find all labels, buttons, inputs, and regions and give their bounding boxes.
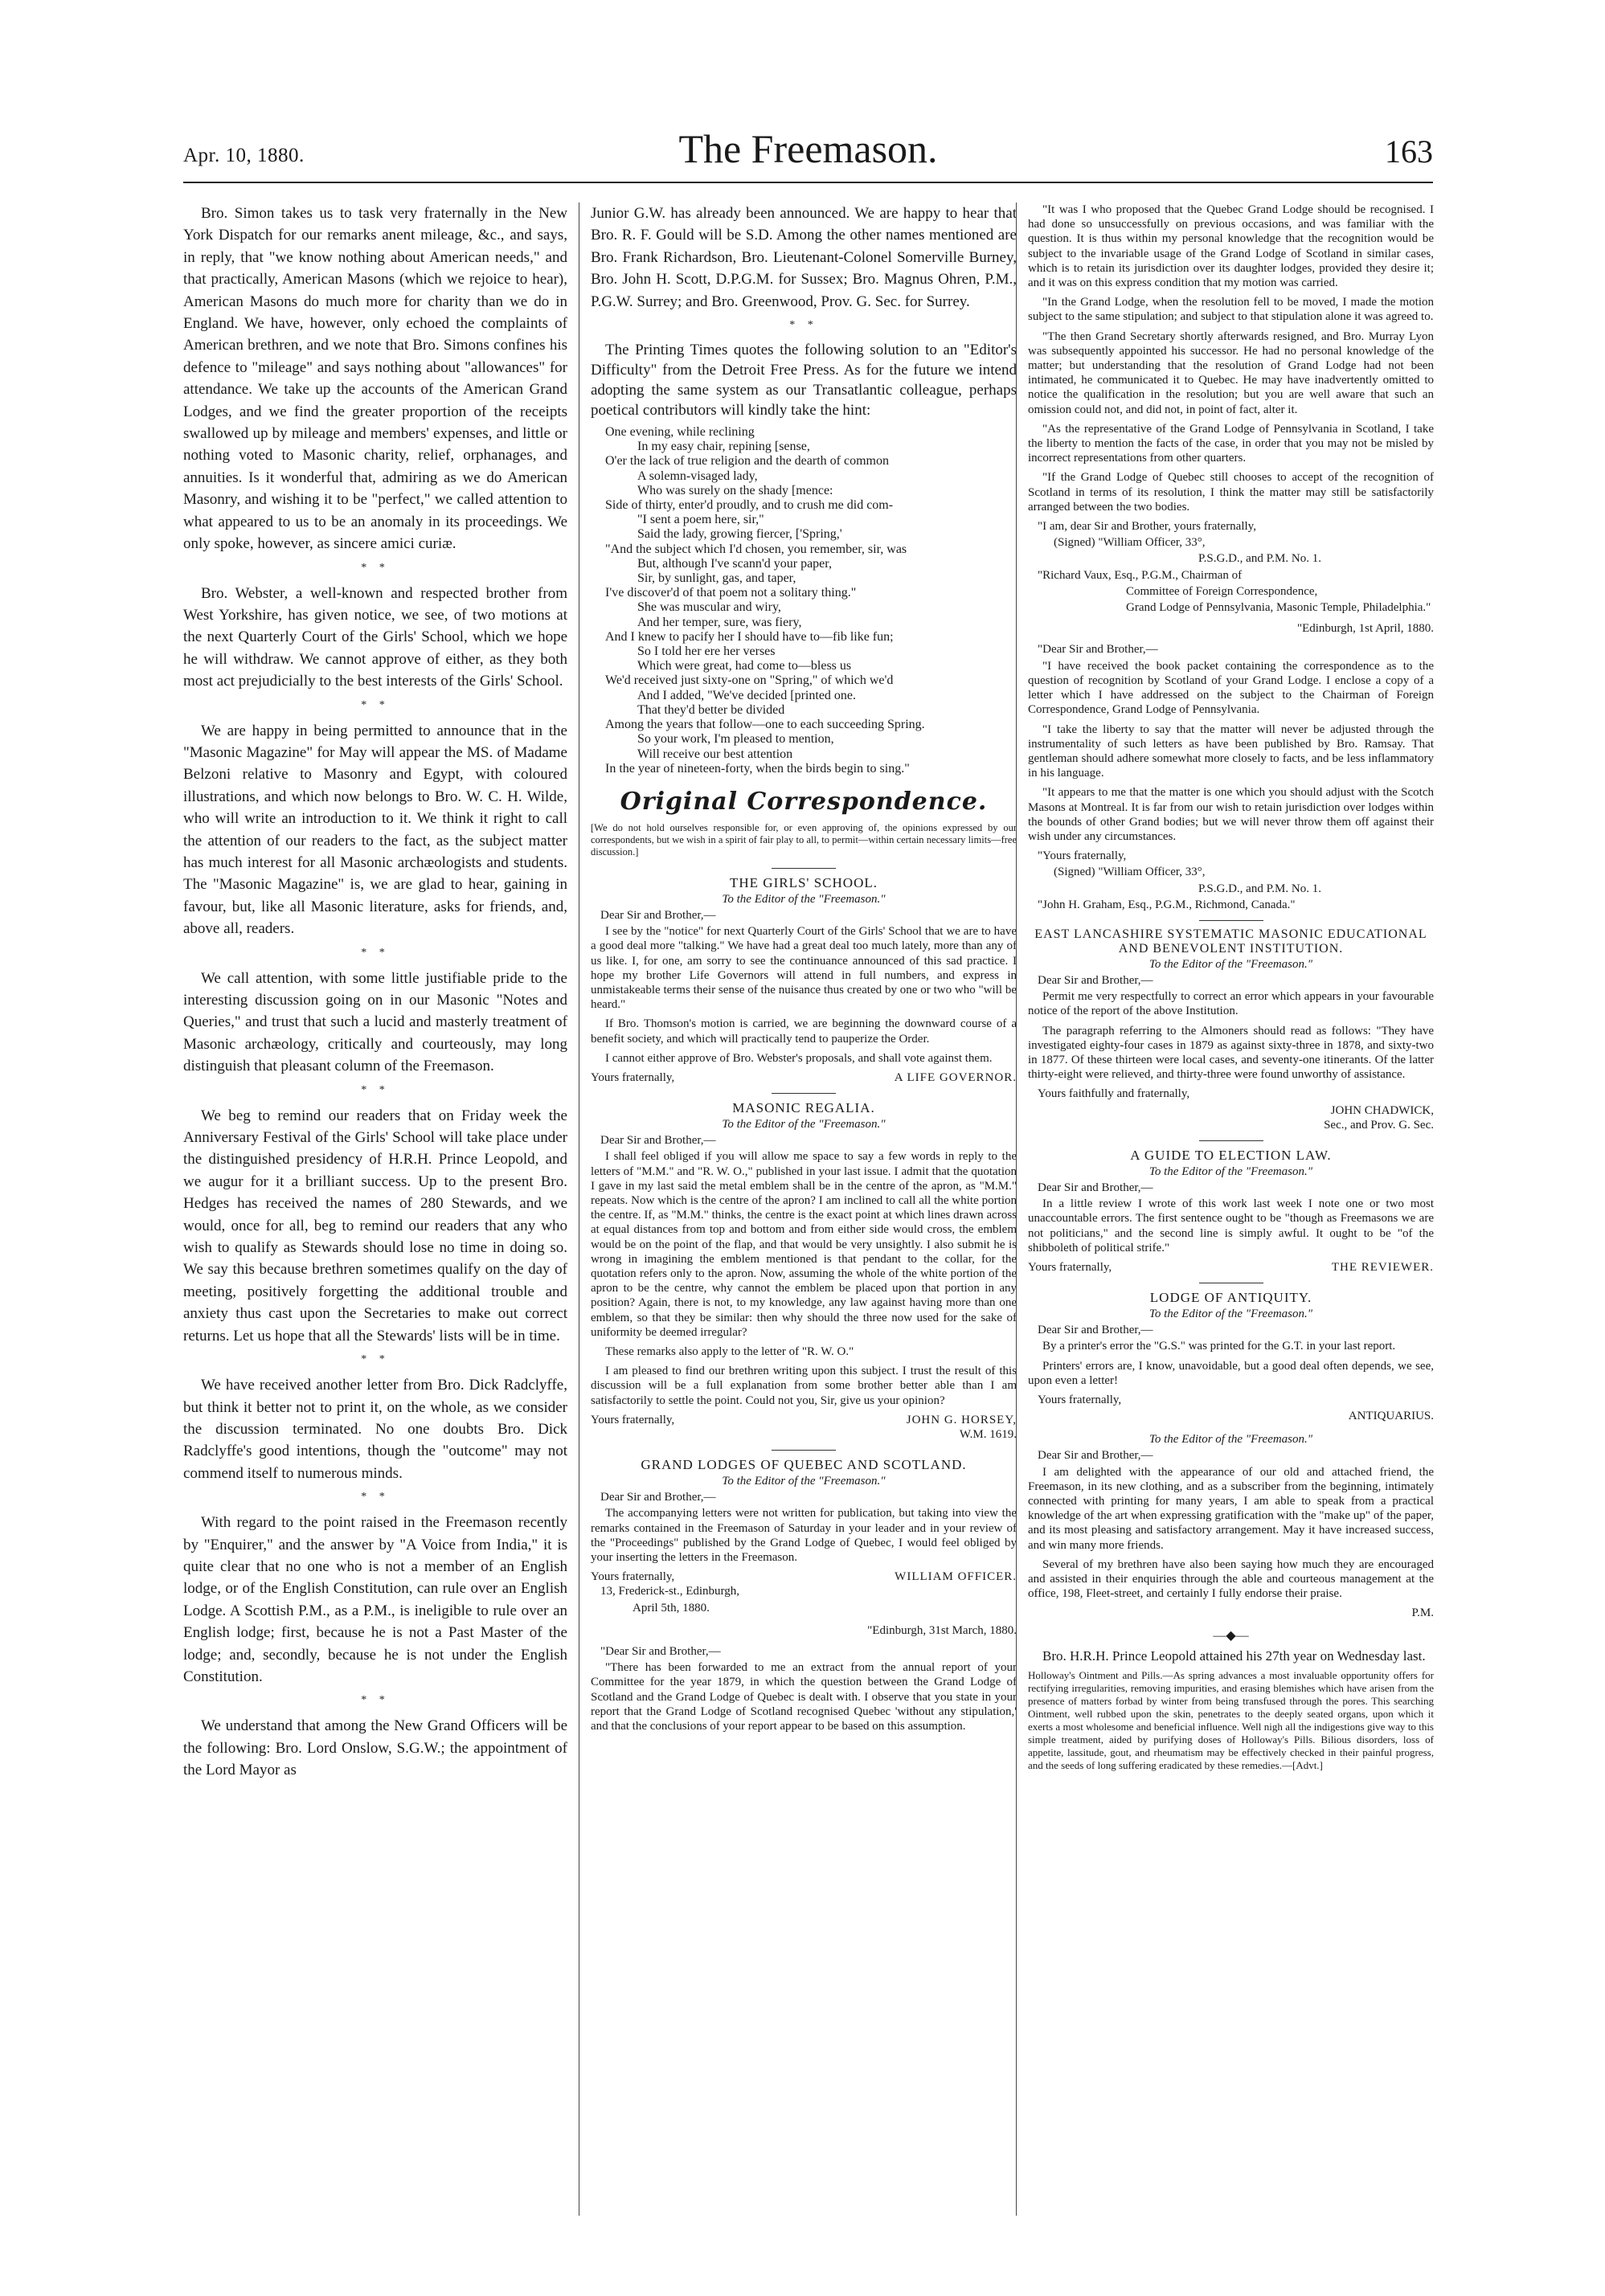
poem-line: In the year of nineteen-forty, when the birds begin to sing." xyxy=(605,761,910,776)
letter-greeting: "Dear Sir and Brother,— xyxy=(600,1645,721,1659)
letter-signature xyxy=(1028,1260,1434,1275)
signature-line: "Richard Vaux, Esq., P.G.M., Chairman of xyxy=(1038,568,1243,582)
letter-body: "The then Grand Secretary shortly afterwards resigned, and Bro. Murray Lyon was subsequently appointed his successor. He had no personal knowledge of the matter; but understanding that the resolution of Grand Lodge had not been intimated, he communicated it to Quebec. He may have inadvertently omitted to notice the qualification in the resolution; but you are well aware that such an omission could not, and did not, in point of fact, alter it. xyxy=(1028,329,1434,416)
signature-line: (Signed) "William Officer, 33°, xyxy=(1054,866,1206,879)
letter-body: I cannot either approve of Bro. Webster's proposals, and shall vote against them. xyxy=(605,1051,993,1065)
poem-line: And I knew to pacify her I should have to—fib like fun; xyxy=(605,629,894,644)
letter-title: EAST LANCASHIRE SYSTEMATIC MASONIC EDUCATIONAL AND BENEVOLENT INSTITUTION. xyxy=(1028,920,1434,956)
page-number: 163 xyxy=(1385,133,1433,170)
letter-greeting: "Dear Sir and Brother,— xyxy=(1038,643,1158,657)
asterism: * * xyxy=(789,319,818,332)
letter-signer: A LIFE GOVERNOR. xyxy=(894,1070,1017,1084)
poem xyxy=(605,425,1017,776)
signature-line: Committee of Foreign Correspondence, xyxy=(1126,584,1318,598)
paragraph-webster: Bro. Webster, a well-known and respected brother from West Yorkshire, has given notice, we see, of two motions at the next Quarterly Court of the Girls' School, which we hope he will withdraw. We cannot approve of either, as they both most act prejudicially to the best interests of the Girls' School. xyxy=(183,584,567,690)
letter-greeting: Dear Sir and Brother,— xyxy=(600,908,716,922)
letter-body: "It appears to me that the matter is one which you should adjust with the Scotch Masons at Montreal. It is far from our wish to retain jurisdiction over lodges within the bounds of other Grand bodies; but we will never throw them off against their wish under any circumstances. xyxy=(1028,786,1434,843)
letter-body: The paragraph referring to the Almoners should read as follows: "They have investigated eighty-four cases in 1879 as against sixty-three in 1878, and sixty-two in 1877. Of these thirteen were local cases, and seventy-one itinerants. Of the latter thirty-eight were relieved, and thirty-three were found unworthy of assistance. xyxy=(1028,1024,1434,1082)
letter-addressee: To the Editor of the "Freemason." xyxy=(722,1118,886,1132)
header-rule xyxy=(183,182,1433,183)
paragraph-scottish-pm: With regard to the point raised in the Freemason recently by "Enquirer," and the answer by "A Voice from India," it is quite clear that no one who is not a member of an English lodge, or of the English Constitution, can rule over an English Lodge. A Scottish P.M., as a P.M., is ineligible to rule over an English lodge; first, because he is not a Past Master of the lodge; and, secondly, because he is not under the English Constitution. xyxy=(183,1514,567,1685)
letter-body: Printers' errors are, I know, unavoidable, but a good deal often depends, we see, upon even a letter! xyxy=(1028,1359,1434,1387)
paragraph-grand-officers: We understand that among the New Grand Officers will be the following: Bro. Lord Onslow, S.G.W.; the appointment of the Lord Mayor as xyxy=(183,1717,567,1779)
letter-signer: JOHN CHADWICK, xyxy=(1330,1103,1434,1117)
letter-dateline: "Edinburgh, 31st March, 1880. xyxy=(867,1623,1017,1637)
signature-line: (Signed) "William Officer, 33°, xyxy=(1054,536,1206,550)
letter-body: The accompanying letters were not written for publication, but taking into view the remarks contained in the Freemason of Saturday in your leader and in your review of the "Proceedings" published by the Grand Lodge of Quebec, I would feel obliged by your inserting the letters in the Freemason. xyxy=(591,1507,1017,1565)
poem-line: "And the subject which I'd chosen, you remember, sir, was xyxy=(605,542,907,556)
poem-line: Sir, by sunlight, gas, and taper, xyxy=(637,571,796,586)
letter-body: Several of my brethren have also been saying how much they are encouraged and assisted in their enquiries through the able and courteous management at the office, 198, Fleet-street, and certainly I fully endorse their praise. xyxy=(1028,1557,1434,1601)
letter-body: I am pleased to find our brethren writing upon this subject. I trust the result of this discussion will be a full explanation from some brother better able than I am satisfactorily to settle the point. Could not you, Sir, give us your opinion? xyxy=(591,1365,1017,1407)
asterism: * * xyxy=(361,946,390,959)
letter-signature xyxy=(591,1413,1017,1427)
letter-addressee: To the Editor of the "Freemason." xyxy=(1148,957,1313,971)
issue-date: Apr. 10, 1880. xyxy=(183,145,305,166)
letter-addressee: To the Editor of the "Freemason." xyxy=(722,1475,886,1488)
letter-close: Yours fraternally, xyxy=(591,1570,675,1584)
letter-title: MASONIC REGALIA. xyxy=(591,1093,1017,1116)
signature-line: P.S.G.D., and P.M. No. 1. xyxy=(1198,882,1321,895)
poem-line: Side of thirty, enter'd proudly, and to crush me did com- xyxy=(605,498,894,513)
letter-body: If Bro. Thomson's motion is carried, we are beginning the downward course of a benefit society, and which will practically tend to pauperize the Order. xyxy=(591,1017,1017,1046)
letter-body: "As the representative of the Grand Lodge of Pennsylvania in Scotland, I take the liberty to mention the facts of the case, in order that you may not be misled by incorrect representations from other quarters. xyxy=(1028,422,1434,465)
editorial-disclaimer: [We do not hold ourselves responsible for, or even approving of, the opinions expressed by our correspondents, but we wish in a spirit of fair play to all, to permit—within certain necessary limits—free discussion.] xyxy=(591,821,1017,857)
letter-body: "I have received the book packet containing the correspondence as to the question of recognition by Scotland of your Grand Lodge. I enclose a copy of a letter which I have addressed on the subject to the Chairman of Foreign Correspondence, Grand Lodge of Pennsylvania. xyxy=(1028,659,1434,717)
asterism: * * xyxy=(361,1083,390,1096)
paragraph-grand-officers-cont: Junior G.W. has already been announced. We are happy to hear that Bro. R. F. Gould will be S.D. Among the other names mentioned are Bro. Frank Richardson, Bro. Lieutenant-Colonel Somerville Burney, Bro. John H. Scott, D.P.G.M. for Sussex; Bro. Magnus Ohren, P.M., P.G.W. Surrey; and Bro. Greenwood, Prov. G. Sec. for Surrey. xyxy=(591,205,1017,310)
letter-address: 13, Frederick-st., Edinburgh, xyxy=(600,1585,740,1598)
letter-signer: ANTIQUARIUS. xyxy=(1348,1410,1434,1423)
column-1 xyxy=(183,203,567,2216)
asterism: * * xyxy=(361,1491,390,1504)
letter-body: "There has been forwarded to me an extract from the annual report of your Committee for the year 1879, in which the question between the Grand Lodge of Scotland and the Grand Lodge of Quebec is dealt with. I observe that you state in your report that the Grand Lodge of Scotland recognised Quebec 'without any stipulation,' and that the conclusions of your report appear to be based on this assumption. xyxy=(591,1661,1017,1733)
asterism: * * xyxy=(361,1694,390,1707)
paragraph-festival: We beg to remind our readers that on Friday week the Anniversary Festival of the Girls' School will take place under the distinguished presidency of H.R.H. Prince Leopold, and we augur for it a brilliant success. Up to the present Bro. Hedges has received the names of 280 Stewards, and we would, once for all, beg to remind our readers that any who wish to qualify as Stewards should lose no time in doing so. We say this because brethren sometimes qualify on the day of meeting, positively forgetting the additional trouble and anxiety thus cast upon the Secretaries to make out correct returns. Let us hope that all the Stewards' lists will be in time. xyxy=(183,1107,567,1344)
letter-body: "In the Grand Lodge, when the resolution fell to be moved, I made the motion subject to the same stipulation; and subject to that stipulation alone it was agreed to. xyxy=(1028,296,1434,324)
letter-close: Yours fraternally, xyxy=(1028,1260,1112,1274)
poem-line: But, although I've scann'd your paper, xyxy=(637,556,832,571)
letter-body: By a printer's error the "G.S." was printed for the G.T. in your last report. xyxy=(1042,1340,1396,1353)
letter-close: Yours faithfully and fraternally, xyxy=(1038,1087,1190,1101)
paragraph-radclyffe: We have received another letter from Bro. Dick Radclyffe, but think it better not to print it, on the whole, as we consider the discussion terminated. No one doubts Bro. Dick Radclyffe's good intentions, though the "outcome" may not commend itself to numerous minds. xyxy=(183,1377,567,1482)
column-3 xyxy=(1016,203,1434,2216)
letter-title: GRAND LODGES OF QUEBEC AND SCOTLAND. xyxy=(591,1450,1017,1473)
poem-line: So I told her ere her verses xyxy=(637,645,776,659)
poem-line: We'd received just sixty-one on "Spring," of which we'd xyxy=(605,673,894,688)
letter-greeting: Dear Sir and Brother,— xyxy=(600,1491,716,1504)
signature-line: "I am, dear Sir and Brother, yours fraternally, xyxy=(1038,520,1256,534)
letter-addressee: To the Editor of the "Freemason." xyxy=(1148,1308,1313,1321)
poem-line: Which were great, had come to—bless us xyxy=(637,659,852,673)
letter-signer: JOHN G. HORSEY, xyxy=(906,1413,1017,1426)
letter-body: I am delighted with the appearance of our old and attached friend, the Freemason, in its new clothing, and as a subscriber from the beginning, intimately connected with printing for many years, I am able to speak from a practical knowledge of the art when expressing gratification with the "make up" of the paper, and its most pleasing and satisfactory arrangement. May it have increased success, and win many more friends. xyxy=(1028,1465,1434,1552)
letter-body: In a little review I wrote of this work last week I note one or two most unaccountable errors. The first sentence ought to be "though as Freemasons we are not politicians," and the second line is simply awful. It ought to be "of the shibboleth of political strife." xyxy=(1028,1197,1434,1254)
signature-line: Grand Lodge of Pennsylvania, Masonic Temple, Philadelphia." xyxy=(1126,601,1431,615)
signature-line: P.S.G.D., and P.M. No. 1. xyxy=(1198,552,1321,566)
poem-line: O'er the lack of true religion and the dearth of common xyxy=(605,454,889,469)
letter-greeting: Dear Sir and Brother,— xyxy=(1038,1181,1153,1194)
letter-body: These remarks also apply to the letter of "R. W. O." xyxy=(605,1344,854,1358)
letter-addressee: To the Editor of the "Freemason." xyxy=(1148,1433,1313,1447)
letter-signature xyxy=(591,1570,1017,1584)
poem-line: And her temper, sure, was fiery, xyxy=(637,615,802,629)
letter-addressee: To the Editor of the "Freemason." xyxy=(1148,1164,1313,1178)
paragraph-notes-queries: We call attention, with some little justifiable pride to the interesting discussion going on in our Masonic "Notes and Queries," and trust that such a lucid and masterly treatment of Masonic archæology, critically and courteously, may long distinguish that pleasant column of the Freemason. xyxy=(183,969,567,1075)
poem-line: I've discover'd of that poem not a solitary thing." xyxy=(605,586,857,600)
column-2 xyxy=(579,203,1017,2216)
letter-body: I shall feel obliged if you will allow me space to say a few words in reply to the letters of "M.M." and "R. W. O.," published in your last issue. I admit that the quotation I gave in my last said the metal emblem shall be in the centre of the apron, as "M.M." repeats. Now which is the centre of the apron? I am inclined to call all the white portion the centre. If, as "M.M." thinks, the centre is the exact point at which lines drawn across at equal distances from top and bottom and from either side would cross, the emblem would be on the point of the flap, and that would be very unsightly. I also submit he is wrong in imagining the emblem mentioned is that pendant to the collar, for the quotation refers only to the apron. Now, assuming the whole of the white portion of the apron to be the centre, why cannot the emblem be placed upon that portion in any position? Again, there is not, to my knowledge, any law against having more than one emblem, so that they be similar: then why should the three now used for the sake of uniformity be deemed irregular? xyxy=(591,1150,1017,1339)
letter-greeting: Dear Sir and Brother,— xyxy=(1038,973,1153,987)
newspaper-title: The Freemason. xyxy=(678,126,938,171)
letter-body: Permit me very respectfully to correct an error which appears in your favourable notice of the report of the above Institution. xyxy=(1028,990,1434,1018)
letter-greeting: Dear Sir and Brother,— xyxy=(1038,1324,1153,1337)
asterism: * * xyxy=(361,561,390,574)
letter-body: "If the Grand Lodge of Quebec still chooses to accept of the recognition of Scotland in terms of its resolution, I think the matter may still be satisfactorily arranged between the two bodies. xyxy=(1028,471,1434,514)
asterism: * * xyxy=(361,1353,390,1366)
letter-signer: THE REVIEWER. xyxy=(1331,1260,1434,1274)
masthead xyxy=(183,121,1433,178)
letter-close: Yours fraternally, xyxy=(591,1070,675,1084)
poem-line: Will receive our best attention xyxy=(637,747,793,761)
poem-line: So your work, I'm pleased to mention, xyxy=(637,732,834,747)
letter-body: "It was I who proposed that the Quebec Grand Lodge should be recognised. I had done so unsuccessfully on previous occasions, and was familiar with the question. It is thus within my personal knowledge that the recognition would be subject to the invariable usage of the Grand Lodge of Scotland in similar cases, which is to retain its jurisdiction over its daughter lodges, provided they desire it; and it was on this express condition that my motion was carried. xyxy=(1028,203,1434,290)
poem-line: Who was surely on the shady [mence: xyxy=(637,483,833,497)
paragraph-simon: Bro. Simon takes us to task very fraternally in the New York Dispatch for our remarks anent mileage, &c., and says, in reply, that "we know nothing about American needs," and that practically, American Masons (which we rejoice to hear), American Masons do much more for charity than we do in England. We have, however, only echoed the complaints of American brethren, and we note that Bro. Simons confines his defence to "mileage" and says nothing about "allowances" for attendance. We take up the accounts of the American Grand Lodges, and we find the greater proportion of the receipts swallowed up by mileage and members' expenses, and little or nothing voted to Masonic charity, relief, orphanages, and annuities. Is it wonderful that, admiring as we do American Masonry, and wishing it to be "perfect," we called attention to what appeared to us to be an anomaly in its proceedings. We only spoke, however, as sincere amici curiæ. xyxy=(183,205,567,553)
poem-line: She was muscular and wiry, xyxy=(637,600,781,615)
letter-addressee: To the Editor of the "Freemason." xyxy=(722,892,886,906)
poem-line: That they'd better be divided xyxy=(637,702,785,717)
paragraph-printing-times: The Printing Times quotes the following solution to an "Editor's Difficulty" from the Detroit Free Press. As for the future we intend adopting the same system as our Transatlantic colleague, perhaps poetical contributors will kindly take the hint: xyxy=(591,342,1017,420)
letter-close: Yours fraternally, xyxy=(591,1413,675,1426)
letter-close: Yours fraternally, xyxy=(1038,1394,1122,1406)
poem-line: "I sent a poem here, sir," xyxy=(637,513,764,527)
letter-body: "I take the liberty to say that the matter will never be adjusted through the instrumentality of such letters as have been published by Bro. Ramsay. That gentleman should adhere somewhat more closely to facts, and be less inflammatory in his language. xyxy=(1028,722,1434,780)
advertisement-holloway: Holloway's Ointment and Pills.—As spring advances a most invaluable opportunity offers for rectifying irregularities, removing impurities, and erasing blemishes which have arisen from the presence of matters forbad by winter from being transfused through the pores. This searching Ointment, well rubbed upon the skin, penetrates to the deeply seated organs, upon which it exerts a most wholesome and beneficial influence. Well nigh all the indigestions give way to this simple treatment, aided by purifying doses of Holloway's Pills. Bilious disorders, loss of appetite, lassitude, gout, and rheumatism may be effectively checked in their painful progress, and the seeds of long suffering eradicated by these remedies.—[Advt.] xyxy=(1028,1668,1434,1771)
letter-signer-lodge: W.M. 1619. xyxy=(959,1428,1017,1441)
letter-dateline: "Edinburgh, 1st April, 1880. xyxy=(1296,622,1434,636)
poem-line: Said the lady, growing fiercer, ['Spring,' xyxy=(637,527,842,542)
letter-title: THE GIRLS' SCHOOL. xyxy=(591,868,1017,891)
poem-line: A solemn-visaged lady, xyxy=(637,469,758,483)
letter-signer: WILLIAM OFFICER. xyxy=(895,1570,1017,1584)
poem-line: One evening, while reclining xyxy=(605,425,755,440)
letter-address-date: April 5th, 1880. xyxy=(633,1601,710,1615)
letter-signer-title: Sec., and Prov. G. Sec. xyxy=(1324,1118,1434,1132)
letter-body: I see by the "notice" for next Quarterly Court of the Girls' School that we are to have a good deal more "talking." We have had a great deal too much lately, more than any of us like. I, for one, am sorry to see the continuance announced of this sad practice. I hope my brother Life Governors will attend in full numbers, and express in unmistakeable terms their sense of the nuisance thus created by one or two who "will be heard." xyxy=(591,925,1017,1012)
letter-signature xyxy=(591,1070,1017,1085)
poem-line: In my easy chair, repining [sense, xyxy=(637,440,810,454)
poem-line: And I added, "We've decided [printed one. xyxy=(637,688,857,702)
letter-signer: P.M. xyxy=(1411,1606,1434,1620)
paragraph-leopold-birthday: Bro. H.R.H. Prince Leopold attained his 27th year on Wednesday last. xyxy=(1042,1647,1426,1664)
letter-title: A GUIDE TO ELECTION LAW. xyxy=(1028,1140,1434,1164)
signature-line: "John H. Graham, Esq., P.G.M., Richmond, Canada." xyxy=(1038,898,1296,911)
letter-title: LODGE OF ANTIQUITY. xyxy=(1028,1283,1434,1306)
letter-greeting: Dear Sir and Brother,— xyxy=(600,1134,716,1148)
asterism: * * xyxy=(361,698,390,711)
signature-line: "Yours fraternally, xyxy=(1038,849,1127,863)
paragraph-magazine: We are happy in being permitted to announce that in the "Masonic Magazine" for May will appear the MS. of Madame Belzoni relative to Masonry and Egypt, with coloured illustrations, and which now belongs to Bro. W. C. H. Wilde, who will write an introduction to it. We think it right to call the attention of our readers to the fact, as the subject matter has much interest for all Masonic archæologists and students. The "Masonic Magazine" is, we are glad to hear, gaining in favour, but, like all Masonic literature, asks for friends, and, above all, readers. xyxy=(183,722,567,938)
letter-greeting: Dear Sir and Brother,— xyxy=(1038,1449,1153,1463)
poem-line: Among the years that follow—one to each succeeding Spring. xyxy=(605,718,925,732)
divider-ornament: —◆— xyxy=(1213,1628,1249,1643)
section-heading: Original Correspondence. xyxy=(620,787,988,816)
